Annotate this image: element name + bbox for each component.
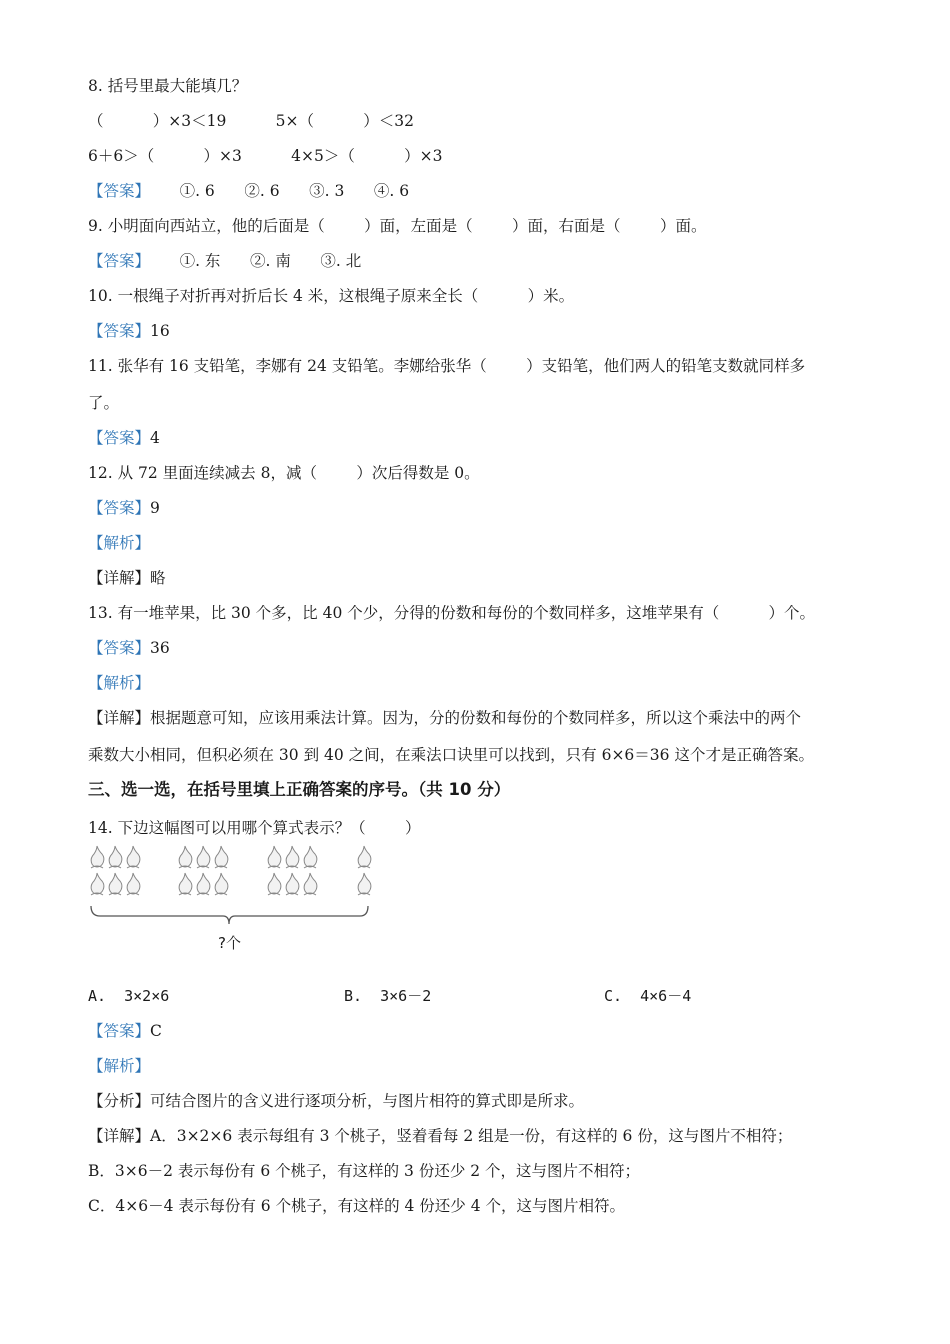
q14-detail-a: A．3×2×6 表示每组有 3 个桃子，竖着看每 2 组是一份，有这样的 6 份，这与图片不相符；: [150, 1127, 793, 1145]
q9-answer: ①. 东 ②. 南 ③. 北: [150, 252, 362, 270]
answer-tag: 【答案】: [88, 499, 151, 517]
answer-tag: 【答案】: [88, 639, 151, 657]
analysis-prefix: 【分析】: [88, 1092, 151, 1110]
detail-tag: 【详解】: [88, 709, 151, 727]
brace: [91, 906, 368, 924]
answer-tag: 【答案】: [88, 429, 151, 447]
section3-title: 三、选一选，在括号里填上正确答案的序号。（共 10 分）: [88, 780, 511, 799]
q8-answer: ①. 6 ②. 6 ③. 3 ④. 6: [150, 182, 410, 200]
peach-group-2: [179, 846, 228, 895]
q13-analysis-tag: 【解析】: [88, 674, 151, 692]
q14-detail-c: C．4×6－4 表示每份有 6 个桃子，有这样的 4 份还少 4 个，这与图片相符。: [88, 1197, 626, 1215]
detail-tag: 【详解】: [88, 569, 151, 587]
q13-answer-line: [88, 638, 170, 658]
q9-answer-line: [88, 251, 361, 271]
answer-tag: 【答案】: [88, 182, 151, 200]
peach-group-3: [268, 846, 317, 895]
q13-detail1: 根据题意可知，应该用乘法计算。因为，分的份数和每份的个数同样多，所以这个乘法中的两个: [150, 709, 802, 727]
q11-answer: 4: [150, 429, 160, 447]
q14-analysis-line: [88, 1091, 584, 1111]
q8-row2: 6＋6＞（ ）×3 4×5＞（ ）×3: [88, 147, 443, 165]
peach-group-4: [358, 846, 371, 895]
q13-answer: 36: [150, 639, 170, 657]
q10-title: 10. 一根绳子对折再对折后长 4 米，这根绳子原来全长（ ）米。: [88, 287, 575, 305]
option-c[interactable]: C. 4×6－4: [604, 987, 692, 1005]
answer-tag: 【答案】: [88, 252, 151, 270]
q12-analysis-tag: 【解析】: [88, 534, 151, 552]
q14-detail-a-line: [88, 1126, 792, 1146]
q11-answer-line: [88, 428, 160, 448]
q10-answer-line: [88, 321, 170, 341]
q12-answer-line: [88, 498, 160, 518]
q8-title: 8. 括号里最大能填几？: [88, 77, 248, 95]
peach-group-1: [91, 846, 140, 895]
q12-title: 12. 从 72 里面连续减去 8，减（ ）次后得数是 0。: [88, 464, 480, 482]
q13-detail-line2: 乘数大小相同，但积必须在 30 到 40 之间，在乘法口诀里可以找到，只有 6×6＝36 这个才是正确答案。: [88, 746, 814, 764]
q13-detail-line1: [88, 708, 801, 728]
option-b[interactable]: B. 3×6－2: [344, 987, 432, 1005]
answer-tag: 【答案】: [88, 322, 151, 340]
q9-title: 9. 小明面向西站立，他的后面是（ ）面，左面是（ ）面，右面是（ ）面。: [88, 217, 707, 235]
q14-title: 14. 下边这幅图可以用哪个算式表示？（ ）: [88, 819, 421, 837]
q14-answer: C: [150, 1022, 162, 1040]
figure-label: ?个: [218, 934, 241, 952]
option-a[interactable]: A. 3×2×6: [88, 987, 170, 1005]
q14-detail-b: B．3×6－2 表示每份有 6 个桃子，有这样的 3 份还少 2 个，这与图片不相符；: [88, 1162, 641, 1180]
q13-title: 13. 有一堆苹果，比 30 个多，比 40 个少，分得的份数和每份的个数同样多，这堆苹果有（ ）个。: [88, 604, 816, 622]
q12-detail: 略: [150, 569, 166, 587]
q14-analysis-tag: 【解析】: [88, 1057, 151, 1075]
q10-answer: 16: [150, 322, 170, 340]
q12-answer: 9: [150, 499, 160, 517]
q14-answer-line: [88, 1021, 162, 1041]
q12-detail-line: [88, 568, 166, 588]
q11-title-cont: 了。: [88, 394, 120, 412]
answer-tag: 【答案】: [88, 1022, 151, 1040]
detail-tag: 【详解】: [88, 1127, 151, 1145]
q8-row1: （ ）×3＜19 5×（ ）＜32: [88, 112, 414, 130]
q8-answer-line: [88, 181, 409, 201]
peach-figure: [88, 840, 388, 960]
q14-analysis: 可结合图片的含义进行逐项分析，与图片相符的算式即是所求。: [150, 1092, 585, 1110]
q11-title: 11. 张华有 16 支铅笔，李娜有 24 支铅笔。李娜给张华（ ）支铅笔，他们两人的铅笔支数就同样多: [88, 357, 806, 375]
